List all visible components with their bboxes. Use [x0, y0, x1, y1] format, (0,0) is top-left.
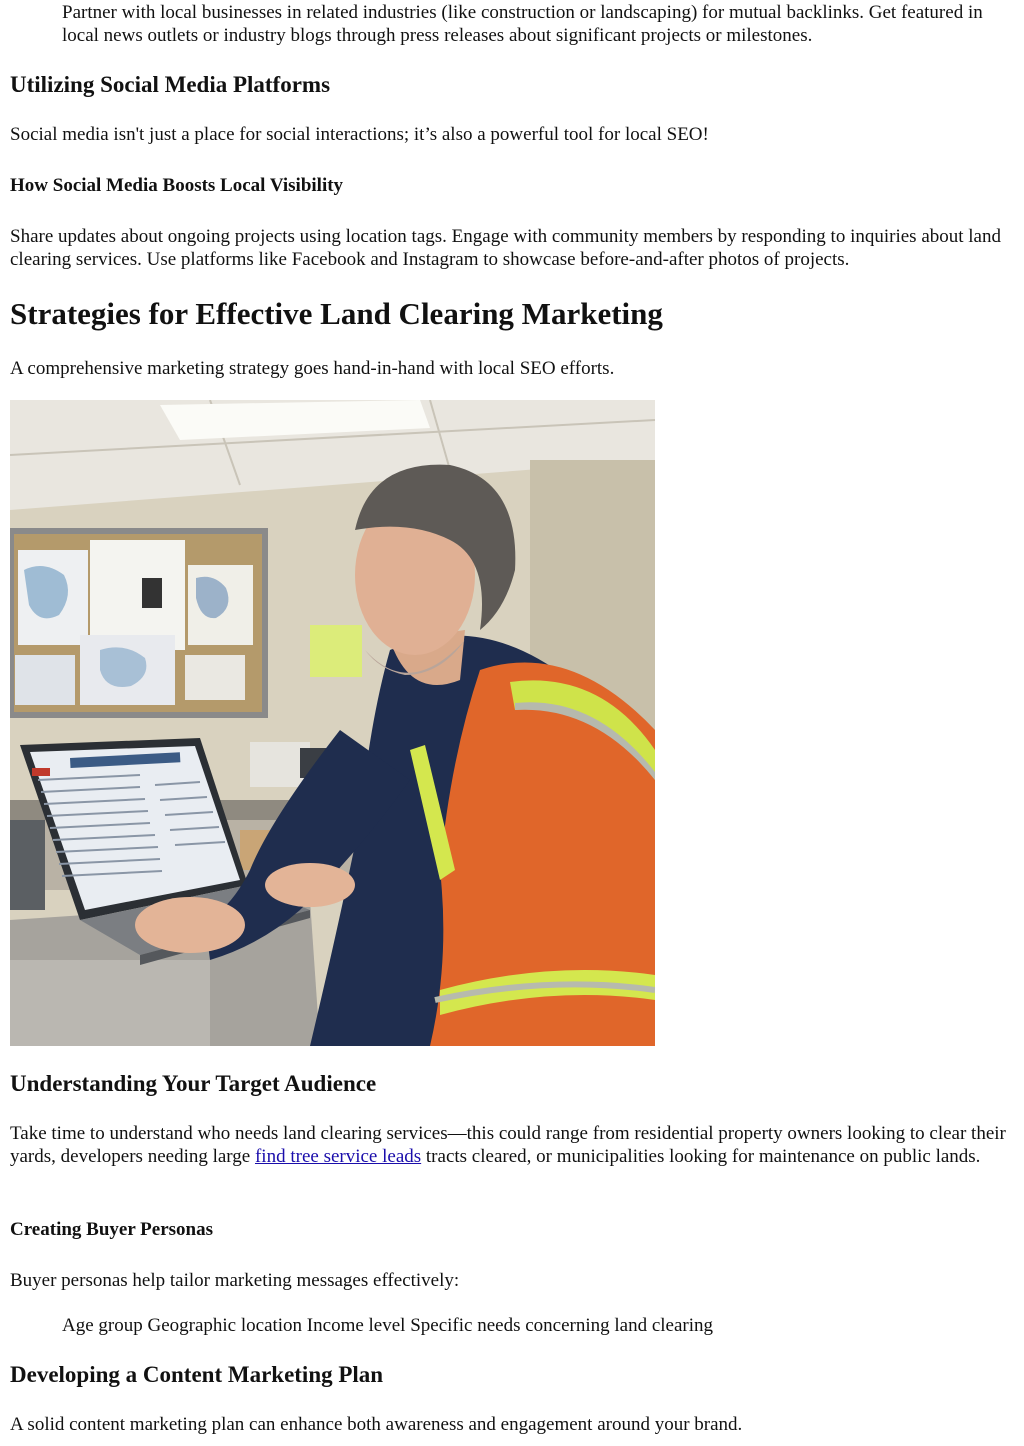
heading-content-plan: Developing a Content Marketing Plan	[10, 1362, 384, 1387]
top-paragraph: Partner with local businesses in related industries (like construction or landscaping) for mutual backlinks. Get featured in local news outlets or industry blogs through press releases about significant projects or milestones.	[62, 2, 983, 46]
content-plan-intro: A solid content marketing plan can enhance both awareness and engagement around your brand.	[10, 1414, 743, 1435]
man-at-laptop-photo	[10, 400, 655, 1046]
social-body: Share updates about ongoing projects using location tags. Engage with community members by responding to inquiries about land clearing services. Use platforms like Facebook and Instagram to showcase before-and-after photos of projects.	[10, 226, 1001, 270]
personas-list: Age group Geographic location Income level Specific needs concerning land clearing	[62, 1315, 714, 1336]
personas-intro: Buyer personas help tailor marketing messages effectively:	[10, 1270, 460, 1291]
audience-body-start: Take time to understand who needs land clearing services—this could range from residential property owners looking to clear their yards, developers needing large	[10, 1123, 1006, 1167]
heading-target-audience: Understanding Your Target Audience	[10, 1071, 377, 1096]
audience-body	[10, 1122, 1015, 1168]
strategies-intro: A comprehensive marketing strategy goes hand-in-hand with local SEO efforts.	[10, 358, 615, 379]
social-intro: Social media isn't just a place for social interactions; it’s also a powerful tool for local SEO!	[10, 124, 709, 145]
heading-social-media: Utilizing Social Media Platforms	[10, 72, 331, 97]
find-tree-service-leads-link[interactable]: find tree service leads	[254, 1146, 422, 1167]
subheading-social-visibility: How Social Media Boosts Local Visibility	[10, 175, 344, 196]
audience-body-end: tracts cleared, or municipalities looking for maintenance on public lands.	[421, 1146, 981, 1167]
subheading-buyer-personas: Creating Buyer Personas	[10, 1219, 214, 1240]
heading-strategies: Strategies for Effective Land Clearing Marketing	[10, 296, 663, 331]
